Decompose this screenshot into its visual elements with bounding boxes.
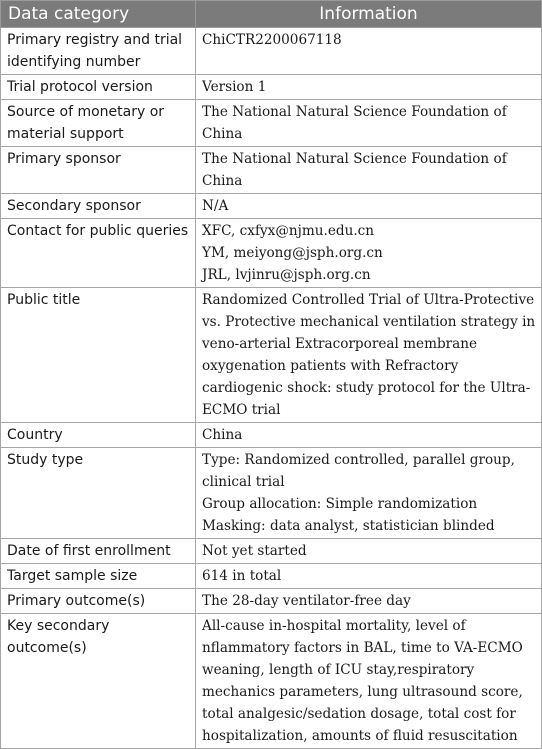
row-category: Target sample size — [1, 564, 196, 589]
row-value — [196, 423, 542, 448]
column-header-information: Information — [196, 1, 542, 28]
table-row — [1, 288, 542, 423]
contact-line: JRL, lvjinru@jsph.org.cn — [202, 267, 371, 283]
row-value — [196, 194, 542, 219]
value-line: 614 in total — [202, 568, 282, 584]
column-header-category: Data category — [1, 1, 196, 28]
table-row — [1, 423, 542, 448]
table-row — [1, 564, 542, 589]
row-category: Contact for public queries — [1, 219, 196, 288]
value-line: Version 1 — [202, 79, 267, 95]
value-text: The National Natural Science Foundation of China — [202, 104, 507, 142]
row-category: Key secondary outcome(s) — [1, 614, 196, 749]
row-value — [196, 564, 542, 589]
row-value — [196, 539, 542, 564]
row-category: Secondary sponsor — [1, 194, 196, 219]
row-category: Date of first enrollment — [1, 539, 196, 564]
study-type-line: Type: Randomized controlled, parallel group, clinical trial — [202, 452, 515, 490]
value-text: Randomized Controlled Trial of Ultra-Protective vs. Protective mechanical ventilation strategy in veno-arterial Extracorporeal membrane oxygenation patients with Refractory cardiogenic shock: study protocol for the Ultra-ECMO trial — [202, 292, 536, 418]
contact-line: YM, meiyong@jsph.org.cn — [202, 245, 383, 261]
table-row — [1, 75, 542, 100]
row-value — [196, 147, 542, 194]
table-row — [1, 589, 542, 614]
table-header-row — [1, 1, 542, 28]
value-line: ChiCTR2200067118 — [202, 32, 342, 48]
study-type-line: Group allocation: Simple randomization — [202, 496, 478, 512]
row-value — [196, 288, 542, 423]
row-category: Trial protocol version — [1, 75, 196, 100]
table-row — [1, 28, 542, 75]
row-value — [196, 448, 542, 539]
row-value — [196, 28, 542, 75]
value-line: China — [202, 427, 243, 443]
table-row — [1, 539, 542, 564]
value-line: The 28-day ventilator-free day — [202, 593, 411, 609]
contact-line: XFC, cxfyx@njmu.edu.cn — [202, 223, 375, 239]
row-value — [196, 75, 542, 100]
table-row — [1, 194, 542, 219]
row-category: Public title — [1, 288, 196, 423]
row-value — [196, 589, 542, 614]
table-row — [1, 147, 542, 194]
row-category: Source of monetary or material support — [1, 100, 196, 147]
row-category: Primary outcome(s) — [1, 589, 196, 614]
row-category: Study type — [1, 448, 196, 539]
row-category: Primary sponsor — [1, 147, 196, 194]
row-category: Primary registry and trial identifying number — [1, 28, 196, 75]
value-text: The National Natural Science Foundation of China — [202, 151, 507, 189]
table-row — [1, 448, 542, 539]
row-value — [196, 100, 542, 147]
row-value — [196, 219, 542, 288]
table-row — [1, 219, 542, 288]
table-row — [1, 614, 542, 749]
value-line: N/A — [202, 198, 229, 214]
row-value — [196, 614, 542, 749]
table-row — [1, 100, 542, 147]
study-type-line: Masking: data analyst, statistician blinded — [202, 518, 495, 534]
value-line: Not yet started — [202, 543, 307, 559]
value-text: All-cause in-hospital mortality, level of nflammatory factors in BAL, time to VA-ECMO weaning, length of ICU stay,respiratory mechanics parameters, lung ultrasound score, total analgesic/sedation dosage, total cost for hospitalization, amounts of fluid resuscitation — [202, 618, 523, 744]
row-category: Country — [1, 423, 196, 448]
